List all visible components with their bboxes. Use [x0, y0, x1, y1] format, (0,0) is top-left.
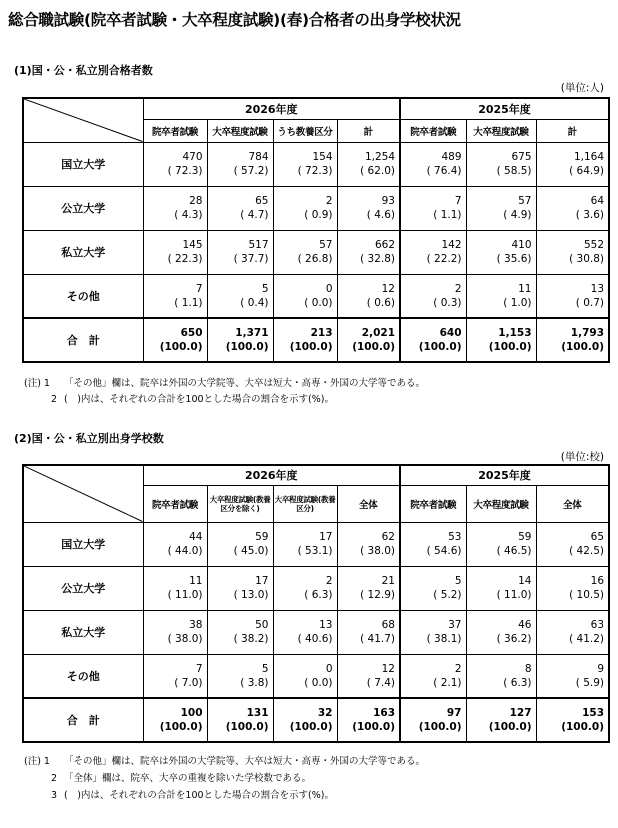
cell-percent: ( 72.3) — [167, 165, 203, 177]
cell-percent: ( 13.0) — [233, 589, 269, 601]
cell-percent: ( 53.1) — [297, 545, 333, 557]
data-cell — [143, 566, 207, 610]
data-cell — [536, 698, 609, 742]
table-row — [23, 274, 609, 318]
cell-percent: ( 1.1) — [174, 296, 203, 309]
data-cell — [400, 654, 466, 698]
cell-value: 650 — [180, 327, 203, 339]
data-cell — [273, 566, 337, 610]
cell-value: 53 — [448, 531, 462, 543]
cell-value: 2,021 — [361, 327, 395, 339]
cell-value: 1,793 — [570, 327, 605, 339]
cell-value: 65 — [590, 531, 605, 543]
data-cell — [143, 610, 207, 654]
cell-value: 12 — [381, 282, 395, 295]
data-cell — [207, 654, 273, 698]
cell-percent: ( 46.5) — [496, 545, 532, 557]
cell-percent: ( 64.9) — [569, 165, 605, 177]
data-cell — [400, 230, 466, 274]
cell-percent: ( 0.0) — [304, 296, 333, 309]
data-cell — [400, 610, 466, 654]
cell-percent: ( 0.6) — [366, 296, 395, 309]
data-cell — [273, 610, 337, 654]
cell-percent: ( 32.8) — [360, 253, 395, 265]
data-cell — [400, 274, 466, 318]
cell-value: 93 — [381, 195, 395, 207]
cell-value: 675 — [511, 151, 532, 163]
cell-value: 50 — [255, 619, 269, 631]
data-cell — [337, 610, 400, 654]
data-cell — [143, 654, 207, 698]
data-cell — [337, 142, 400, 186]
cell-value: 46 — [518, 619, 532, 631]
cell-percent: (100.0) — [289, 341, 333, 353]
cell-percent: ( 41.2) — [569, 633, 605, 645]
cell-value: 13 — [319, 619, 333, 631]
cell-percent: (100.0) — [352, 341, 395, 353]
data-cell — [143, 522, 207, 566]
cell-percent: ( 45.0) — [233, 545, 269, 557]
cell-percent: ( 40.6) — [297, 633, 333, 645]
cell-value: 2 — [325, 195, 333, 207]
row-header: 私立大学 — [23, 230, 143, 274]
cell-percent: ( 37.7) — [233, 253, 269, 265]
cell-percent: (100.0) — [159, 721, 203, 733]
data-cell — [337, 186, 400, 230]
data-cell — [207, 566, 273, 610]
data-cell — [337, 274, 400, 318]
cell-value: 410 — [511, 239, 532, 251]
cell-value: 11 — [189, 575, 203, 587]
col-header: 大卒程度試験(教養区分を除く) — [207, 485, 273, 522]
cell-percent: ( 1.1) — [433, 209, 462, 221]
note-2: 2 「全体」欄は、院卒、大卒の重複を除いた学校数である。 — [50, 773, 312, 784]
data-cell — [273, 654, 337, 698]
data-cell — [207, 142, 273, 186]
cell-value: 64 — [590, 195, 605, 207]
cell-percent: ( 0.9) — [304, 209, 333, 221]
cell-percent: ( 0.7) — [575, 296, 605, 309]
data-cell — [337, 566, 400, 610]
cell-percent: (100.0) — [225, 721, 269, 733]
cell-value: 163 — [373, 707, 395, 719]
table-pass-count — [22, 97, 610, 363]
cell-value: 7 — [454, 195, 462, 207]
data-cell — [400, 186, 466, 230]
data-cell — [466, 274, 536, 318]
cell-percent: ( 3.8) — [240, 676, 269, 689]
data-cell — [466, 522, 536, 566]
cell-value: 16 — [590, 575, 605, 587]
cell-percent: (100.0) — [352, 721, 395, 733]
table-row — [23, 142, 609, 186]
section1-unit: (単位:人) — [560, 82, 604, 94]
cell-value: 552 — [583, 239, 605, 251]
cell-value: 640 — [439, 327, 462, 339]
cell-percent: (100.0) — [418, 721, 462, 733]
data-cell — [143, 142, 207, 186]
cell-value: 154 — [312, 151, 333, 163]
cell-value: 131 — [246, 707, 269, 719]
section1-heading: (1)国・公・私立別合格者数 — [14, 64, 153, 77]
data-cell — [143, 274, 207, 318]
table-row — [23, 186, 609, 230]
data-cell — [536, 142, 609, 186]
cell-value: 145 — [182, 239, 203, 251]
cell-value: 0 — [325, 662, 333, 675]
data-cell — [337, 522, 400, 566]
cell-value: 470 — [182, 151, 203, 163]
col-header: 院卒者試験 — [143, 119, 207, 142]
cell-percent: ( 12.9) — [360, 589, 395, 601]
row-header: 公立大学 — [23, 566, 143, 610]
cell-value: 7 — [195, 662, 203, 675]
data-cell — [536, 654, 609, 698]
data-cell — [536, 230, 609, 274]
cell-value: 57 — [319, 239, 333, 251]
cell-value: 65 — [255, 195, 269, 207]
data-cell — [207, 698, 273, 742]
data-cell — [273, 186, 337, 230]
col-header: 院卒者試験 — [400, 485, 466, 522]
data-cell — [337, 654, 400, 698]
data-cell — [466, 230, 536, 274]
cell-value: 12 — [381, 662, 395, 675]
data-cell — [400, 318, 466, 362]
row-header: 公立大学 — [23, 186, 143, 230]
data-cell — [400, 698, 466, 742]
data-cell — [273, 698, 337, 742]
data-cell — [207, 522, 273, 566]
data-cell — [273, 318, 337, 362]
row-header: 合 計 — [23, 318, 143, 362]
data-cell — [143, 230, 207, 274]
year-header-2026: 2026年度 — [143, 98, 400, 119]
cell-percent: ( 54.6) — [426, 545, 462, 557]
cell-percent: ( 6.3) — [304, 589, 333, 601]
row-header: 国立大学 — [23, 142, 143, 186]
row-header: 国立大学 — [23, 522, 143, 566]
cell-value: 5 — [261, 662, 269, 675]
data-cell — [207, 274, 273, 318]
cell-percent: (100.0) — [418, 341, 462, 353]
cell-value: 13 — [590, 282, 605, 295]
data-cell — [466, 142, 536, 186]
data-cell — [400, 142, 466, 186]
cell-percent: (100.0) — [289, 721, 333, 733]
year-header-2025: 2025年度 — [400, 465, 609, 485]
data-cell — [466, 186, 536, 230]
data-cell — [143, 698, 207, 742]
cell-value: 7 — [195, 282, 203, 295]
data-cell — [273, 522, 337, 566]
col-header: 計 — [337, 119, 400, 142]
cell-value: 213 — [310, 327, 333, 339]
data-cell — [273, 142, 337, 186]
col-header: 大卒程度試験 — [466, 485, 536, 522]
cell-percent: ( 4.3) — [174, 209, 203, 221]
cell-value: 2 — [454, 662, 462, 675]
cell-percent: ( 76.4) — [426, 165, 462, 177]
cell-percent: ( 42.5) — [569, 545, 605, 557]
col-header: 計 — [536, 119, 609, 142]
note-3: 3 ( )内は、それぞれの合計を100とした場合の割合を示す(%)。 — [50, 790, 334, 801]
year-header-2025: 2025年度 — [400, 98, 609, 119]
data-cell — [536, 186, 609, 230]
data-cell — [400, 522, 466, 566]
cell-value: 1,371 — [235, 327, 269, 339]
section2-heading: (2)国・公・私立別出身学校数 — [14, 432, 164, 445]
row-header: その他 — [23, 654, 143, 698]
table-row — [23, 610, 609, 654]
cell-percent: ( 11.0) — [496, 589, 532, 601]
corner-cell — [23, 465, 143, 522]
cell-percent: ( 4.9) — [503, 209, 532, 221]
cell-percent: ( 38.0) — [360, 545, 395, 557]
cell-value: 11 — [518, 282, 532, 295]
cell-percent: ( 4.6) — [366, 209, 395, 221]
cell-value: 62 — [381, 531, 395, 543]
cell-value: 100 — [180, 707, 203, 719]
col-header: 大卒程度試験 — [207, 119, 273, 142]
cell-value: 97 — [446, 707, 462, 719]
cell-percent: (100.0) — [561, 341, 605, 353]
data-cell — [207, 610, 273, 654]
cell-percent: ( 38.0) — [167, 633, 203, 645]
cell-value: 14 — [518, 575, 532, 587]
cell-percent: ( 62.0) — [360, 165, 395, 177]
data-cell — [337, 698, 400, 742]
cell-value: 44 — [189, 531, 203, 543]
data-cell — [466, 698, 536, 742]
cell-percent: ( 11.0) — [167, 589, 203, 601]
data-cell — [466, 318, 536, 362]
cell-value: 28 — [189, 195, 203, 207]
corner-cell — [23, 98, 143, 142]
data-cell — [207, 230, 273, 274]
cell-percent: ( 1.0) — [503, 296, 532, 309]
data-cell — [337, 230, 400, 274]
data-cell — [143, 186, 207, 230]
cell-percent: ( 0.0) — [304, 676, 333, 689]
col-header: 院卒者試験 — [143, 485, 207, 522]
data-cell — [536, 274, 609, 318]
cell-percent: ( 38.2) — [233, 633, 269, 645]
cell-percent: (100.0) — [488, 341, 532, 353]
cell-percent: ( 0.3) — [433, 296, 462, 309]
cell-value: 517 — [248, 239, 269, 251]
total-row — [23, 318, 609, 362]
cell-percent: ( 7.0) — [174, 676, 203, 689]
data-cell — [536, 318, 609, 362]
cell-value: 59 — [255, 531, 269, 543]
year-header-2026: 2026年度 — [143, 465, 400, 485]
cell-percent: ( 58.5) — [496, 165, 532, 177]
col-header: うち教養区分 — [273, 119, 337, 142]
cell-percent: ( 4.7) — [240, 209, 269, 221]
data-cell — [400, 566, 466, 610]
cell-percent: ( 41.7) — [360, 633, 395, 645]
cell-value: 142 — [441, 239, 462, 251]
data-cell — [337, 318, 400, 362]
data-cell — [466, 654, 536, 698]
data-cell — [466, 566, 536, 610]
cell-percent: ( 30.8) — [569, 253, 605, 265]
cell-percent: ( 5.9) — [575, 676, 605, 689]
cell-percent: ( 22.3) — [167, 253, 203, 265]
cell-value: 32 — [317, 707, 333, 719]
cell-value: 1,254 — [364, 151, 395, 163]
data-cell — [207, 318, 273, 362]
col-header: 全体 — [337, 485, 400, 522]
cell-value: 2 — [454, 282, 462, 295]
data-cell — [143, 318, 207, 362]
table-row — [23, 566, 609, 610]
page-title: 総合職試験(院卒者試験・大卒程度試験)(春)合格者の出身学校状況 — [8, 11, 461, 29]
table-row — [23, 654, 609, 698]
cell-percent: (100.0) — [225, 341, 269, 353]
cell-percent: (100.0) — [561, 721, 605, 733]
data-cell — [273, 230, 337, 274]
cell-value: 9 — [597, 662, 605, 675]
table-school-count — [22, 464, 610, 743]
cell-percent: ( 10.5) — [569, 589, 605, 601]
data-cell — [536, 522, 609, 566]
cell-percent: ( 57.2) — [233, 165, 269, 177]
cell-value: 21 — [381, 575, 395, 587]
cell-percent: ( 38.1) — [426, 633, 462, 645]
section2-unit: (単位:校) — [560, 451, 604, 463]
data-cell — [273, 274, 337, 318]
cell-percent: ( 3.6) — [575, 209, 605, 221]
data-cell — [207, 186, 273, 230]
cell-percent: ( 6.3) — [503, 676, 532, 689]
cell-percent: ( 0.4) — [240, 296, 269, 309]
cell-percent: ( 35.6) — [496, 253, 532, 265]
cell-percent: ( 7.4) — [366, 676, 395, 689]
col-header: 全体 — [536, 485, 609, 522]
cell-value: 38 — [189, 619, 203, 631]
cell-value: 662 — [374, 239, 395, 251]
cell-value: 68 — [381, 619, 395, 631]
cell-percent: ( 22.2) — [426, 253, 462, 265]
cell-value: 5 — [261, 282, 269, 295]
row-header: 合 計 — [23, 698, 143, 742]
data-cell — [536, 610, 609, 654]
cell-value: 153 — [582, 707, 605, 719]
note-2: 2 ( )内は、それぞれの合計を100とした場合の割合を示す(%)。 — [50, 394, 334, 405]
total-row — [23, 698, 609, 742]
cell-value: 1,164 — [573, 151, 605, 163]
row-header: その他 — [23, 274, 143, 318]
cell-percent: ( 36.2) — [496, 633, 532, 645]
cell-value: 59 — [518, 531, 532, 543]
cell-value: 0 — [325, 282, 333, 295]
cell-value: 17 — [255, 575, 269, 587]
cell-value: 57 — [518, 195, 532, 207]
cell-percent: (100.0) — [488, 721, 532, 733]
table-row — [23, 522, 609, 566]
cell-value: 17 — [319, 531, 333, 543]
data-cell — [466, 610, 536, 654]
cell-value: 127 — [509, 707, 532, 719]
cell-percent: ( 2.1) — [433, 676, 462, 689]
cell-percent: ( 26.8) — [297, 253, 333, 265]
cell-value: 63 — [590, 619, 605, 631]
cell-percent: (100.0) — [159, 341, 203, 353]
cell-value: 784 — [248, 151, 269, 163]
cell-value: 2 — [325, 575, 333, 587]
cell-percent: ( 72.3) — [297, 165, 333, 177]
cell-value: 489 — [441, 151, 462, 163]
cell-value: 5 — [454, 575, 462, 587]
col-header: 院卒者試験 — [400, 119, 466, 142]
note-1: (注) 1 「その他」欄は、院卒は外国の大学院等、大卒は短大・高専・外国の大学等である。 — [24, 756, 426, 767]
row-header: 私立大学 — [23, 610, 143, 654]
table-row — [23, 230, 609, 274]
cell-value: 8 — [524, 662, 532, 675]
cell-percent: ( 44.0) — [167, 545, 203, 557]
cell-value: 1,153 — [498, 327, 532, 339]
cell-percent: ( 5.2) — [433, 589, 462, 601]
cell-value: 37 — [448, 619, 462, 631]
col-header: 大卒程度試験 — [466, 119, 536, 142]
note-1: (注) 1 「その他」欄は、院卒は外国の大学院等、大卒は短大・高専・外国の大学等である。 — [24, 378, 426, 389]
data-cell — [536, 566, 609, 610]
col-header: 大卒程度試験(教養区分) — [273, 485, 337, 522]
